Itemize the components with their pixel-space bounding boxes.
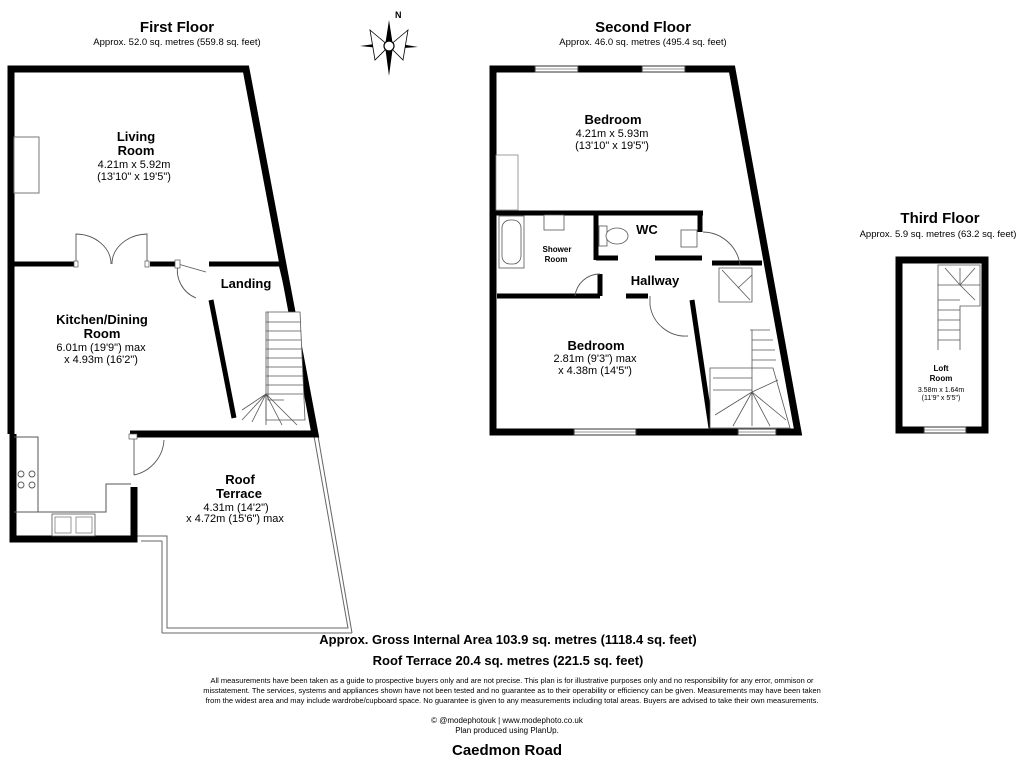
bedroom-1-dim-imperial: (13'10" x 19'5") (575, 140, 649, 152)
living-room-label: Living (116, 129, 156, 144)
roof-terrace-area: Roof Terrace 20.4 sq. metres (221.5 sq. feet) (372, 653, 644, 668)
living-room-label-2: Room (117, 143, 155, 158)
roof-terrace-label-2: Terrace (215, 486, 263, 501)
first-floor-area: Approx. 52.0 sq. metres (559.8 sq. feet) (93, 37, 261, 48)
third-floor-plan (899, 260, 985, 433)
loft-room-label-2: Room (929, 374, 953, 383)
second-floor-plan (493, 66, 798, 435)
second-floor-area: Approx. 46.0 sq. metres (495.4 sq. feet) (559, 37, 727, 48)
second-floor-title: Second Floor (595, 19, 691, 36)
shower-room-label-2: Room (544, 255, 568, 264)
compass-icon (360, 10, 418, 76)
disclaimer-line-1: All measurements have been taken as a guide to prospective buyers only and are not precise. This plan is for illustrative purposes only and no responsibility for any error, ommison or (210, 676, 814, 685)
landing-label: Landing (220, 276, 272, 291)
gross-internal-area: Approx. Gross Internal Area 103.9 sq. metres (1118.4 sq. feet) (319, 632, 697, 647)
roof-terrace-dim-1: 4.31m (14'2") (203, 502, 269, 514)
kitchen-dim-1: 6.01m (19'9") max (56, 342, 146, 354)
third-floor-area: Approx. 5.9 sq. metres (63.2 sq. feet) (859, 229, 1017, 240)
bedroom-2-label: Bedroom (567, 338, 625, 353)
bedroom-2-dim-1: 2.81m (9'3") max (553, 353, 637, 365)
kitchen-room-label: Kitchen/Dining (56, 312, 148, 327)
credit-line-2: Plan produced using PlanUp. (455, 726, 559, 735)
loft-room-dim-metric: 3.58m x 1.64m (917, 387, 965, 394)
roof-terrace-dim-2: x 4.72m (15'6") max (186, 513, 284, 525)
kitchen-dim-2: x 4.93m (16'2") (64, 354, 138, 366)
living-room-dim-imperial: (13'10" x 19'5") (97, 171, 171, 183)
living-room-dim-metric: 4.21m x 5.92m (97, 159, 171, 171)
bedroom-1-label: Bedroom (584, 112, 642, 127)
first-floor-title: First Floor (139, 19, 215, 36)
hallway-label: Hallway (630, 273, 680, 288)
disclaimer-line-3: from the widest area and may include wardrobe/cupboard space. No guarantee is given to any measurements including total areas. Buyers are advised to take their own measurements. (205, 696, 819, 705)
third-floor-title: Third Floor (900, 210, 980, 227)
bedroom-1-dim-metric: 4.21m x 5.93m (575, 128, 649, 140)
kitchen-room-label-2: Room (83, 326, 121, 341)
loft-room-label: Loft (933, 364, 949, 373)
roof-terrace-label: Roof (225, 472, 255, 487)
compass-north-label: N (395, 10, 402, 20)
loft-room-dim-imperial: (11'9" x 5'5") (921, 395, 961, 402)
wc-label: WC (636, 222, 658, 237)
bedroom-2-dim-2: x 4.38m (14'5") (558, 365, 632, 377)
shower-room-label: Shower (542, 245, 572, 254)
disclaimer-line-2: misstatement. The services, systems and appliances shown have not been tested and no guarantee as to their operability or efficiency can be given. Measurements may have been taken (203, 686, 821, 695)
property-address: Caedmon Road (451, 742, 563, 759)
credit-line-1: © @modephotouk | www.modephoto.co.uk (431, 716, 583, 725)
